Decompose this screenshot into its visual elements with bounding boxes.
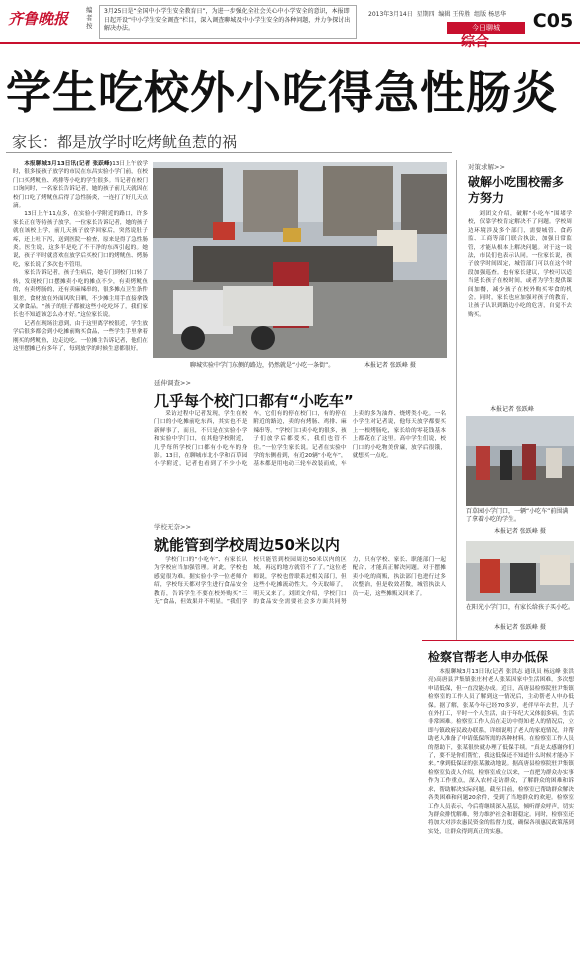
story2-body: 本报聊城3月13日讯(记者 张洪志 通讯员 杨远峰 张洪亮)高唐县尹集镇张庄村老人张某因家中生活困难，多次想申请低保，但一直没能办成。近日，高唐县检察院驻尹集镇检察室的工作人员了解到这一情况后，主动帮老人申办低保。据了解，张某今年已经70多岁，老伴早年去世，儿子在外打工，平时一个人生活，由于年纪大又体弱多病，生活非常困难。检察室工作人员在走访中得知老人的情况后，立即与镇政府民政办联系，详细说明了老人的家庭情况，并帮助老人准备了申请低保所需的各种材料。在检察室工作人员的帮助下，张某很快就办理了低保手续。“真是太感谢你们了，要不是你们帮忙，我这低保还不知道什么时候才能办下来。”拿到低保证的张某激动地说。据高唐县检察院驻尹集镇检察室负责人介绍，检察室成立以来，一直把为群众办实事作为工作重点，深入农村走访群众，了解群众的困难和诉求，帮助解决实际问题。截至目前，检察室已帮助群众解决各类困难和问题20余件，受到了当地群众的欢迎。检察室工作人员表示，今后将继续深入基层，倾听群众呼声，切实为群众排忧解难，努力维护社会和谐稳定。同时，检察室还将加大对涉农惠民资金的监督力度，确保各项惠民政策落到实处，让群众得到真正的实惠。 xyxy=(428,669,574,835)
photo-parent-child-image xyxy=(466,541,574,601)
page-number: C05 xyxy=(532,10,574,32)
sidebar-text xyxy=(468,210,572,406)
photo1-credit: 本报记者 张跃峰 摄 xyxy=(364,362,416,369)
story2-text xyxy=(428,668,574,970)
page-header xyxy=(0,0,580,50)
page-editor: 编辑 王传胜 xyxy=(438,11,471,18)
section-sub: 综合 xyxy=(461,34,489,50)
sec1-text xyxy=(154,410,446,518)
photo-street-snacks xyxy=(153,162,447,358)
photo2-caption: 百草园小学门口，一辆“小吃车”前围满了拿着小吃的学生。 xyxy=(466,508,569,523)
page-design: 组版 杨思华 xyxy=(474,11,507,18)
photo-street-image xyxy=(153,162,447,358)
lead-article xyxy=(13,160,148,808)
sec2-body: 学校门口的“小吃车”、有家长认为学校应当加强管理。对此，学校也感觉很为难。据实验小学一位老师介绍，学校每天都对学生进行食品安全教育，告诉学生不要在校外购买“三无”食品，但效果并不明显。“我们学校只能管到校园周边50米以内的区域，再远的地方就管不了了。”这位老师说，学校也曾联系过相关部门，但这些小吃摊流动性大，今天取缔了，明天又来了。刘团文介绍，学校门口的食品安全需要社会多方面共同努力，只有学校、家长、职能部门一起配合，才能真正解决问题。对于摆摊卖小吃的商贩，执法部门也进行过多次整治，但是收效甚微，城管执法人员一走，这些摊贩又回来了。 xyxy=(154,557,446,606)
photo1-caption: 聊城实验中学门东侧的路边，仍然就是“小吃一条街”。 xyxy=(190,362,335,369)
story2-title: 检察官帮老人申办低保 xyxy=(428,650,549,664)
sec2-title: 就能管到学校周边50米以内 xyxy=(154,536,340,554)
sec1-body: 采访过程中记者发现，学生在校门口的小吃摊前吃东西，其实也不是新鲜事了，而且，不只是在实验小学和实验中学门口，在其他学校附近，几乎每所学校门口都有小吃车的身影。13日，在聊城市北小学和百草园小学附近，记者也看到了不少小吃车，它们有的停在校门口，有的停在附近的路边，卖的有烤肠、鸡排、麻辣串等。“学校门口卖小吃的很多，孩子们放学后都爱买，我们也管不住。”一位学生家长说。记者在实验中学的东侧看到，有近20辆“小吃车”，基本都是用电动三轮车改装而成，车上卖的多为油炸、烧烤类小吃。一名小学生对记者说，他每天放学都要买上一根烤肠吃，家长给的零花钱基本上都花在了这里。高中学生们说，校门口的小吃物美价廉，放学后很饿，就想买一点吃。 xyxy=(154,411,446,468)
editor-tag: 编者按 xyxy=(86,6,93,30)
masthead-logo: 齐鲁晚报 xyxy=(8,10,69,28)
sec1-kicker: 延伸调查>> xyxy=(154,379,191,387)
divider xyxy=(6,152,452,153)
sidebar-title: 破解小吃围校需多方努力 xyxy=(468,175,565,205)
sec2-text xyxy=(154,556,446,636)
lead-p4: 记者在现场注意到，由于这里离学校很近，学生放学后很多都会到小吃摊前购买食品，一些学生手里拿着刚买的烤鱿鱼，边走边吃。一位摊主告诉记者，他们在这里摆摊已有多年了，每到放学的时候生意都很好。 xyxy=(13,320,148,352)
story2-rule xyxy=(422,640,574,641)
sec1-title: 几乎每个校门口都有“小吃车” xyxy=(154,392,354,410)
issue-weekday: 星期四 xyxy=(416,11,435,18)
sidebar-credit: 本报记者 张跃峰 xyxy=(490,406,534,413)
photo-school-gate xyxy=(466,416,574,506)
section-label: 今日聊城 xyxy=(447,22,525,34)
lead-p1: 13日上午放学时，很多接孩子放学的市民在东昌实验小学门前，在校门口买烤鱿鱼、鸡排等小吃的学生很多。当记者在校门口询问时，一名家长告诉记者，她的孩子前几天就因在校门口吃了烤鱿鱼后得了急性肠炎，一连打了好几天点滴。 xyxy=(13,161,148,210)
photo3-credit: 本报记者 张跃峰 摄 xyxy=(494,624,546,631)
issue-info xyxy=(368,9,506,18)
photo3-caption: 在阳光小学门口，有家长给孩子买小吃。 xyxy=(466,604,575,611)
issue-date: 2013年3月14日 xyxy=(368,11,413,18)
lead-dateline: 本报聊城3月13日讯(记者 张跃峰) xyxy=(24,161,113,167)
photo-parent-child xyxy=(466,541,574,601)
photo-school-gate-image xyxy=(466,416,574,506)
sec2-kicker: 学校无奈>> xyxy=(154,523,191,531)
sidebar-body: 刘团文介绍，破解“小吃车”围堵学校，仅靠学校肯定解决不了问题。学校周边环境涉及多个部门，需要城管、食药监、工商等部门联合执法，加强日常监管，才能从根本上解决问题。对于这一说法，市民们也表示认同。一位家长说，孩子放学时间固定，城管部门可以在这个时段加强巡查。也有家长建议，学校可以适当延长孩子在校时间，或者为学生提供课间加餐，减少孩子在校外购买零食的机会。同时，家长也应加强对孩子的教育，让孩子认识到路边小吃的危害，自觉不去购买。 xyxy=(468,211,572,318)
lead-p2: 13日上午11点多，在实验小学附近的路口，许多家长正在等待孩子放学。一位家长告诉记者，她的孩子就在该校上学，前几天孩子放学回家后，突然说肚子疼，还上吐下泻，送到医院一检查，原来是得了急性肠炎。医生说，这多半是吃了不干净的东西引起的。她说，孩子平时就喜欢在放学后买校门口的烤鱿鱼、烤肠吃，家长说了多次也不管用。 xyxy=(13,211,148,268)
editor-note: 3月25日是“全国中小学生安全教育日”，为进一步强化全社会关心中小学安全的意识，本报即日起开设“中小学生安全调查”栏目，深入调查聊城及中小学生安全的各种问题，并力争探讨出解决办法。 xyxy=(99,5,357,39)
sidebar-divider xyxy=(456,160,457,640)
lead-p3: 家长告诉记者，孩子生病后，她专门到校门口转了转，发现校门口摆摊卖小吃的摊点不少，有卖烤鱿鱼的，有卖烤肠的，还有卖麻辣串的，很多摊点卫生条件很差，食材放在外面风吹日晒，不少摊主用手直接拿钱又拿食品。“孩子的肚子都被这些小吃吃坏了，我们家长也不知道该怎么办才好。”这位家长说。 xyxy=(13,270,148,319)
subheadline: 家长：都是放学时吃烤鱿鱼惹的祸 xyxy=(12,133,238,151)
photo2-credit: 本报记者 张跃峰 摄 xyxy=(494,528,546,535)
sidebar-kicker: 对策求解>> xyxy=(468,163,505,171)
headline: 学生吃校外小吃得急性肠炎 xyxy=(6,66,559,119)
